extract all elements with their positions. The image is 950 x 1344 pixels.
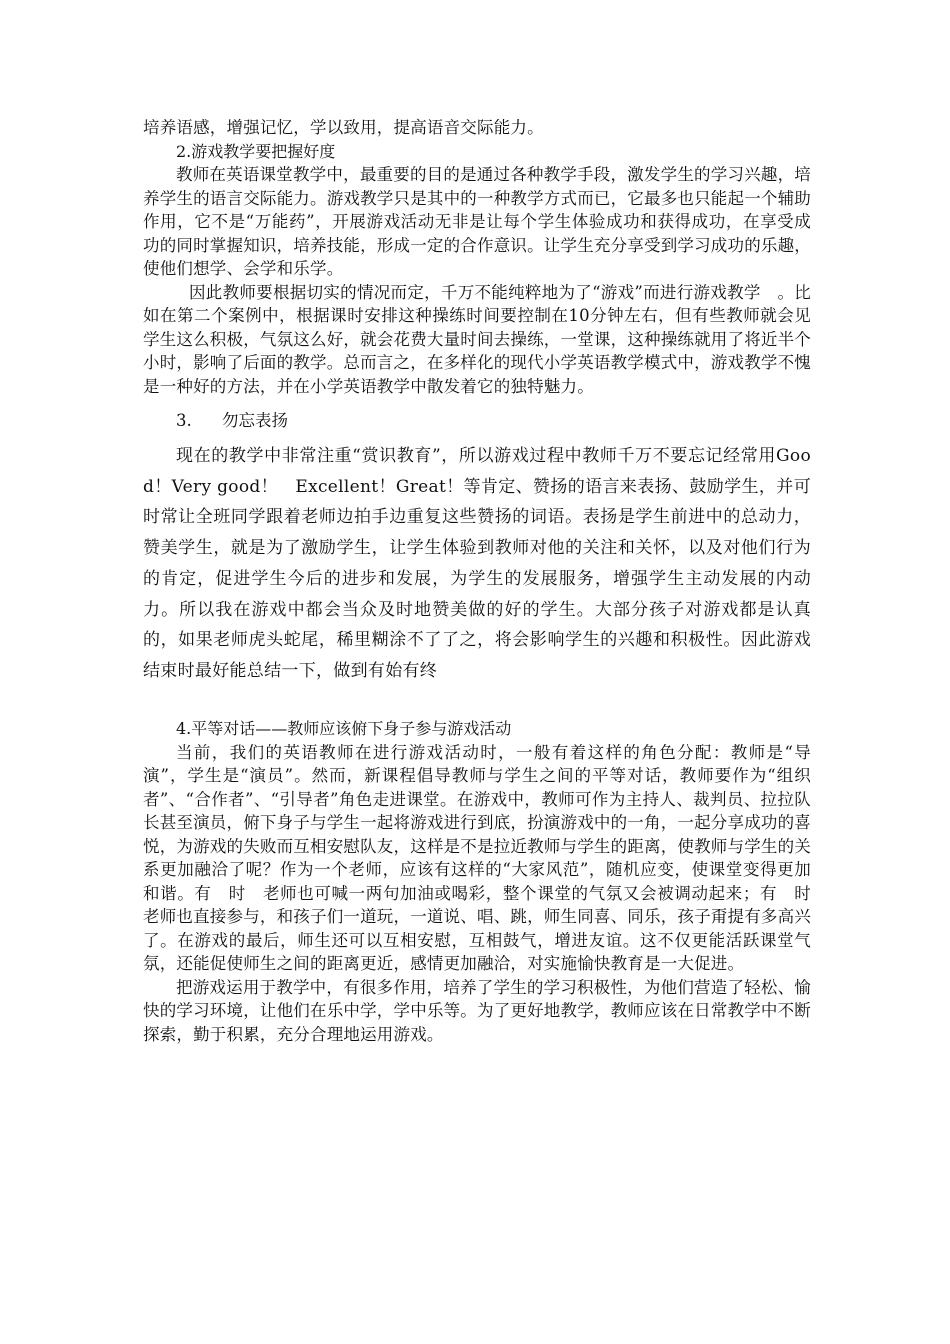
paragraph-2a: 教师在英语课堂教学中，最重要的目的是通过各种教学手段，激发学生的学习兴趣，培养学生的语言交际能力。游戏教学只是其中的一种教学方式而已，它最多也只能起一个辅助作用，它不是“万能药”，开展游戏活动无非是让每个学生体验成功和获得成功，在享受成功的同时掌握知识，培养技能，形成一定的合作意识。让学生充分享受到学习成功的乐趣，使他们想学、会学和乐学。 (143, 165, 811, 278)
paragraph-4a: 当前，我们的英语教师在进行游戏活动时，一般有着这样的角色分配：教师是“导演”，学生是“演员”。然而，新课程倡导教师与学生之间的平等对话，教师要作为“组织者”、“合作者”、“引导者”角色走进课堂。在游戏中，教师可作为主持人、裁判员、拉拉队长甚至演员，俯下身子与学生一起将游戏进行到底，扮演游戏中的一角，一起分享成功的喜悦，为游戏的失败而互相安慰队友，这样是不是拉近教师与学生的距离，使教师与学生的关系更加融洽了呢？作为一个老师，应该有这样的“大家风范”，随机应变，使课堂变得更加和谐。有 时 老师也可喊一两句加油或喝彩，整个课堂的气氛又会被调动起来；有 时 老师也直接参与，和孩子们一道玩，一道说、唱、跳，师生同喜、同乐，孩子甭提有多高兴了。在游戏的最后，师生还可以互相安慰，互相鼓气，增进友谊。这不仅更能活跃课堂气氛，还能促使师生之间的距离更近，感情更加融洽，对实施愉快教育是一大促进。 (143, 742, 828, 973)
intro-tail-paragraph: 培养语感，增强记忆，学以致用，提高语音交际能力。 (143, 118, 544, 137)
heading-4: 4.平等对话——教师应该俯下身子参与游戏活动 (176, 719, 512, 738)
section-game-teaching-degree (143, 116, 811, 398)
paragraph-2b: 因此教师要根据切实的情况而定，千万不能纯粹地为了“游戏”而进行游戏教学 。比如在第二个案例中，根据课时安排这种操练时间要控制在10分钟左右，但有些教师就会见学生这么积极，气氛这么好，就会花费大量时间去操练，一堂课，这种操练就用了将近半个小时，影响了后面的教学。总而言之，在多样化的现代小学英语教学模式中，游戏教学不愧是一种好的方法，并在小学英语教学中散发着它的独特魅力。 (143, 282, 811, 396)
heading-2: 2.游戏教学要把握好度 (176, 141, 336, 161)
section-equal-dialogue (143, 717, 828, 1046)
paragraph-4b: 把游戏运用于教学中，有很多作用，培养了学生的学习积极性，为他们营造了轻松、愉快的学习环境，让他们在乐中学，学中乐等。为了更好地教学，教师应该在日常教学中不断探索，勤于积累，充分合理地运用游戏。 (143, 977, 811, 1044)
paragraph-3: 现在的教学中非常注重“赏识教育”，所以游戏过程中教师千万不要忘记经常用Good！Very good！ Excellent！Great！等肯定、赞扬的语言来表扬、鼓励学生，并可时常让全班同学跟着老师边拍手边重复这些赞扬的词语。表扬是学生前进中的总动力，赞美学生，就是为了激励学生，让学生体验到教师对他的关注和关怀，以及对他们行为的肯定，促进学生今后的进步和发展，为学生的发展服务，增强学生主动发展的内动力。所以我在游戏中都会当众及时地赞美做的好的学生。大部分孩子对游戏都是认真的，如果老师虎头蛇尾，稀里糊涂不了了之，将会影响学生的兴趣和积极性。因此游戏结束时最好能总结一下，做到有始有终 (143, 446, 811, 681)
heading-3-number: 3. (176, 411, 192, 430)
section-praise (143, 409, 811, 687)
heading-3 (143, 409, 811, 433)
heading-3-text: 勿忘表扬 (222, 411, 288, 430)
